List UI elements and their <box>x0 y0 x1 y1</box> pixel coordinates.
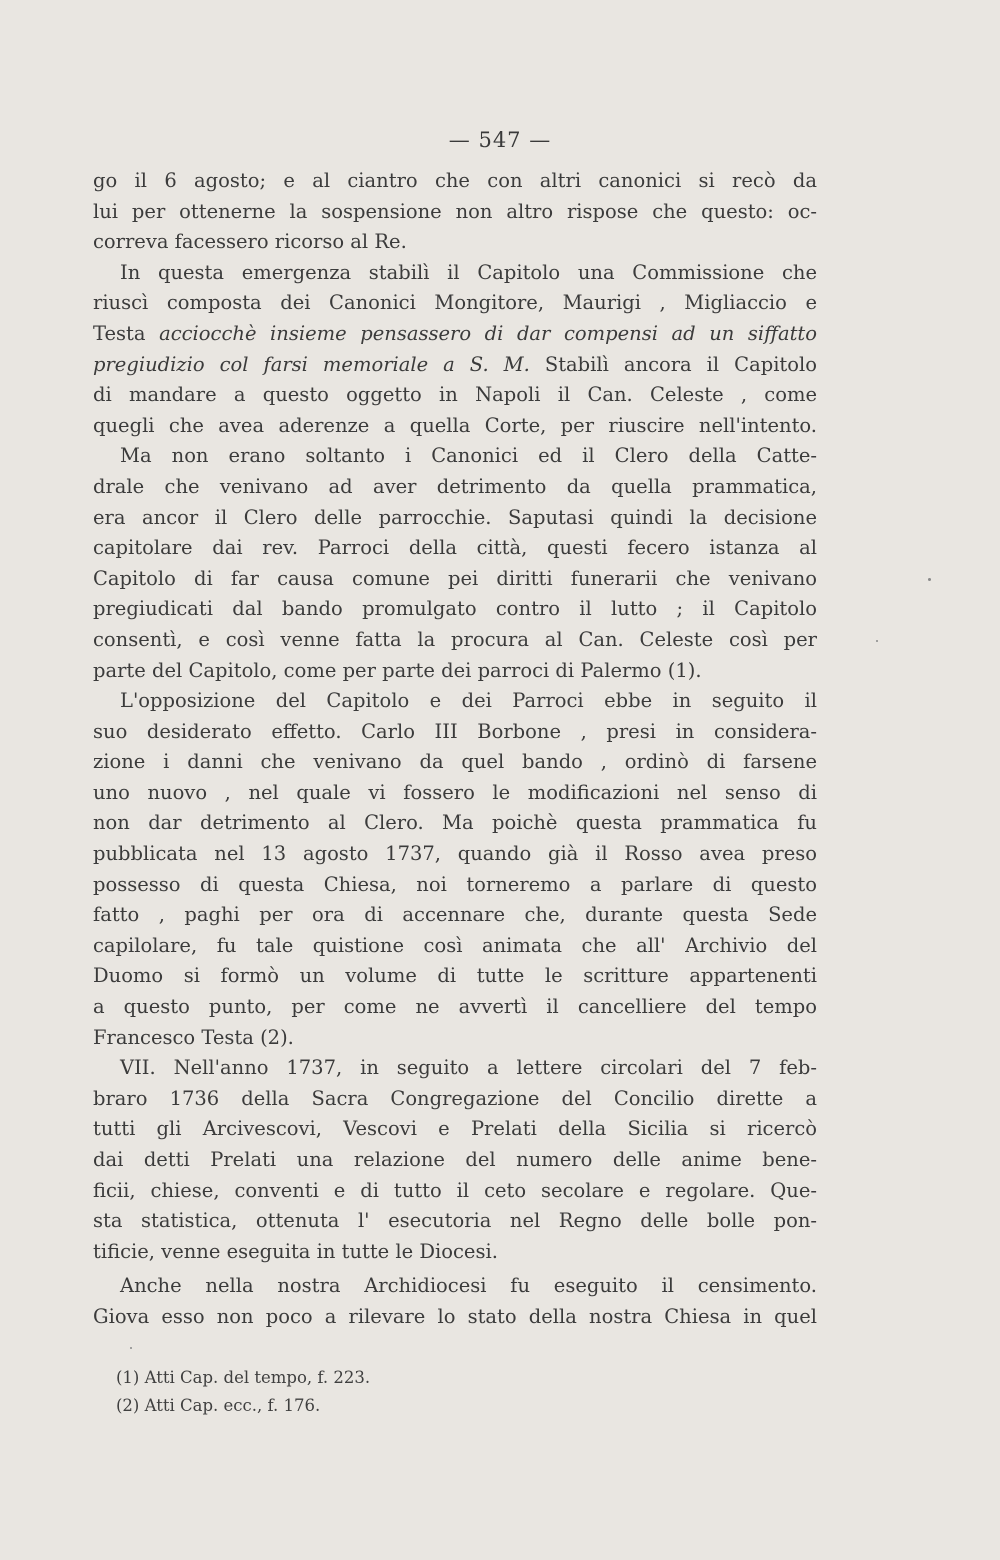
text-line: fatto , paghi per ora di accennare che, durante questa Sede <box>93 903 817 927</box>
text-line: pubblicata nel 13 agosto 1737, quando già il Rosso avea preso <box>93 842 817 866</box>
text-line: consentì, e così venne fatta la procura al Can. Celeste così per <box>93 627 817 651</box>
text-line: quegli che avea aderenze a quella Corte, per riuscire nell'intento. <box>93 413 817 437</box>
text-line: braro 1736 della Sacra Congregazione del Concilio dirette a <box>93 1086 817 1110</box>
italic-quote: acciocchè insieme pensassero di dar compensi ad un siffatto <box>159 321 817 345</box>
text-line: capilolare, fu tale quistione così animata che all' Archivio del <box>93 933 817 957</box>
text-line: non dar detrimento al Clero. Ma poichè questa prammatica fu <box>93 811 817 835</box>
text-line: a questo punto, per come ne avvertì il cancelliere del tempo <box>93 995 817 1019</box>
paragraph-start-line: Ma non erano soltanto i Canonici ed il Clero della Catte- <box>120 444 817 468</box>
text-line: di mandare a questo oggetto in Napoli il Can. Celeste , come <box>93 383 817 407</box>
text-line: era ancor il Clero delle parrocchie. Saputasi quindi la decisione <box>93 505 817 529</box>
text-line: Francesco Testa (2). <box>93 1025 294 1049</box>
text-line: ficii, chiese, conventi e di tutto il ceto secolare e regolare. Que- <box>93 1178 817 1202</box>
text-line: pregiudicati dal bando promulgato contro il lutto ; il Capitolo <box>93 597 817 621</box>
text-line: tificie, venne eseguita in tutte le Diocesi. <box>93 1239 498 1263</box>
text-line: Capitolo di far causa comune pei diritti funerarii che venivano <box>93 566 817 590</box>
paragraph-start-line: L'opposizione del Capitolo e dei Parroci ebbe in seguito il <box>120 689 817 713</box>
text-line: suo desiderato effetto. Carlo III Borbone , presi in considera- <box>93 719 817 743</box>
text-line: correva facessero ricorso al Re. <box>93 230 407 254</box>
paragraph-start-line: Anche nella nostra Archidiocesi fu eseguito il censimento. <box>120 1274 817 1298</box>
footnote: (2) Atti Cap. ecc., f. 176. <box>116 1396 321 1415</box>
paragraph-start-line: In questa emergenza stabilì il Capitolo una Commissione che <box>120 260 817 284</box>
footnotes <box>116 1364 616 1420</box>
text-line: tutti gli Arcivescovi, Vescovi e Prelati della Sicilia si ricercò <box>93 1117 817 1141</box>
text-line: possesso di questa Chiesa, noi torneremo a parlare di questo <box>93 872 817 896</box>
text-line: Duomo si formò un volume di tutte le scritture appartenenti <box>93 964 817 988</box>
text-line: capitolare dai rev. Parroci della città, questi fecero istanza al <box>93 536 817 560</box>
paper-speck <box>130 1347 132 1349</box>
text-line: uno nuovo , nel quale vi fossero le modificazioni nel senso di <box>93 780 817 804</box>
footnote: (1) Atti Cap. del tempo, f. 223. <box>116 1368 371 1387</box>
text-line-mixed <box>93 319 817 350</box>
text-line: riuscì composta dei Canonici Mongitore, Maurigi , Migliaccio e <box>93 291 817 315</box>
italic-quote: pregiudizio col farsi memoriale a S. M. <box>93 352 530 376</box>
paper-speck <box>876 640 878 642</box>
text-line: go il 6 agosto; e al ciantro che con altri canonici si recò da <box>93 169 817 192</box>
plain-text: Stabilì ancora il Capitolo <box>529 352 817 376</box>
text-line: dai detti Prelati una relazione del numero delle anime bene- <box>93 1148 817 1171</box>
page-number: — 547 — <box>448 128 552 152</box>
plain-text: Testa <box>93 321 160 345</box>
text-line: parte del Capitolo, come per parte dei parroci di Palermo (1). <box>93 658 702 682</box>
text-line: Giova esso non poco a rilevare lo stato della nostra Chiesa in quel <box>93 1304 817 1328</box>
section-start-line: VII. Nell'anno 1737, in seguito a lettere circolari del 7 feb- <box>120 1056 817 1080</box>
body-text <box>93 166 817 1333</box>
text-line: lui per ottenerne la sospensione non altro rispose che questo: oc- <box>93 199 817 223</box>
text-line: drale che venivano ad aver detrimento da quella prammatica, <box>93 474 817 498</box>
paper-speck <box>928 578 931 581</box>
text-line-mixed <box>93 350 817 381</box>
text-line: sta statistica, ottenuta l' esecutoria nel Regno delle bolle pon- <box>93 1209 817 1233</box>
text-line: zione i danni che venivano da quel bando , ordinò di farsene <box>93 750 817 774</box>
